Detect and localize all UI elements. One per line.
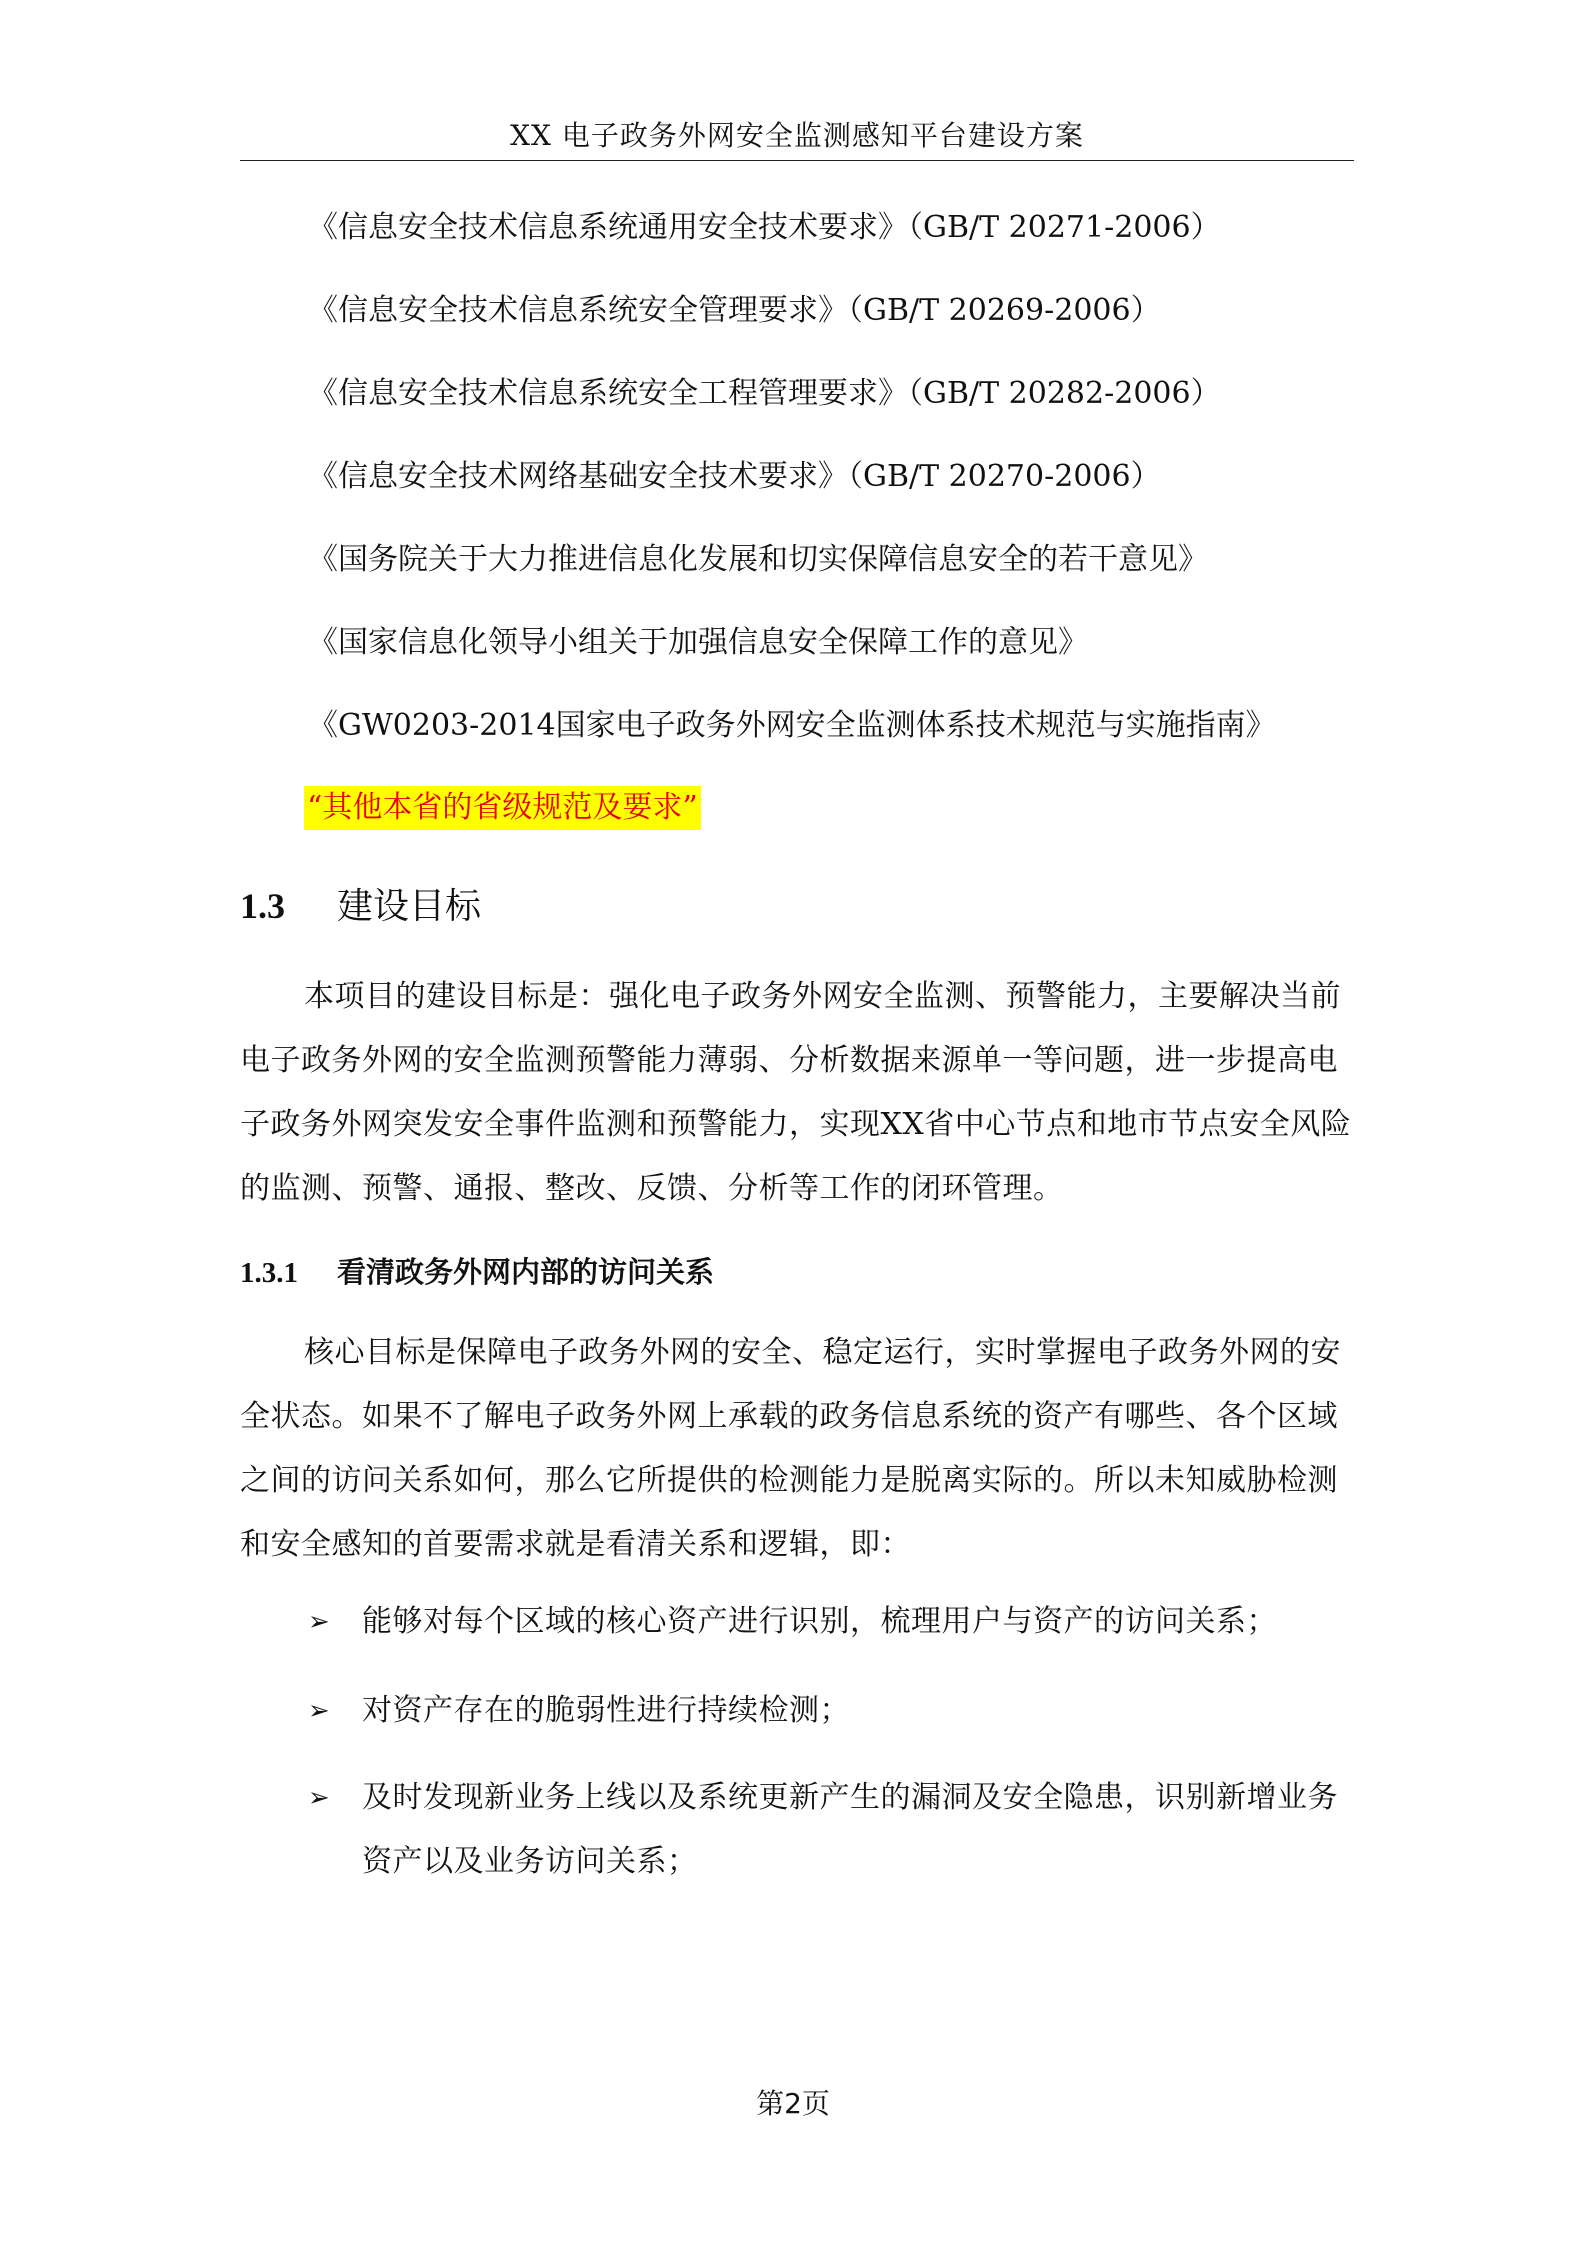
section-title: 建设目标	[337, 886, 482, 927]
highlighted-note: “其他本省的省级规范及要求”	[304, 786, 701, 830]
list-item	[300, 1766, 1360, 1894]
section-heading	[240, 878, 481, 934]
list-item	[300, 1590, 1360, 1654]
arrow-bullet-icon: ➢	[308, 1696, 330, 1726]
header-divider	[240, 160, 1354, 161]
reference-line: 《信息安全技术信息系统通用安全技术要求》（GB/T 20271-2006）	[308, 210, 1221, 245]
arrow-bullet-icon: ➢	[308, 1783, 330, 1813]
section-number: 1.3	[240, 886, 285, 926]
reference-line: 《国家信息化领导小组关于加强信息安全保障工作的意见》	[308, 625, 1088, 660]
reference-line: 《国务院关于大力推进信息化发展和切实保障信息安全的若干意见》	[308, 542, 1208, 577]
subsection-paragraph: 核心目标是保障电子政务外网的安全、稳定运行，实时掌握电子政务外网的安全状态。如果不了解电子政务外网上承载的政务信息系统的资产有哪些、各个区域之间的访问关系如何，那么它所提供的检测能力是脱离实际的。所以未知威胁检测和安全感知的首要需求就是看清关系和逻辑，即：	[240, 1335, 1341, 1562]
list-item	[300, 1679, 1360, 1743]
page-number: 第2页	[756, 2087, 830, 2120]
subsection-title: 看清政务外网内部的访问关系	[337, 1255, 715, 1289]
page-header-title: XX 电子政务外网安全监测感知平台建设方案	[510, 119, 1084, 152]
subsection-heading	[240, 1250, 714, 1294]
reference-line: 《信息安全技术信息系统安全工程管理要求》（GB/T 20282-2006）	[308, 376, 1221, 411]
section-paragraph: 本项目的建设目标是：强化电子政务外网安全监测、预警能力，主要解决当前电子政务外网的安全监测预警能力薄弱、分析数据来源单一等问题，进一步提高电子政务外网突发安全事件监测和预警能力，实现XX省中心节点和地市节点安全风险的监测、预警、通报、整改、反馈、分析等工作的闭环管理。	[240, 979, 1352, 1206]
subsection-number: 1.3.1	[240, 1257, 298, 1289]
list-item-text: 及时发现新业务上线以及系统更新产生的漏洞及安全隐患，识别新增业务资产以及业务访问关系；	[362, 1780, 1338, 1879]
reference-line: 《信息安全技术信息系统安全管理要求》（GB/T 20269-2006）	[308, 293, 1161, 328]
list-item-text: 能够对每个区域的核心资产进行识别，梳理用户与资产的访问关系；	[362, 1604, 1277, 1639]
reference-line: 《信息安全技术网络基础安全技术要求》（GB/T 20270-2006）	[308, 459, 1161, 494]
reference-line: 《GW0203-2014国家电子政务外网安全监测体系技术规范与实施指南》	[308, 708, 1276, 743]
list-item-text: 对资产存在的脆弱性进行持续检测；	[362, 1693, 850, 1728]
arrow-bullet-icon: ➢	[308, 1607, 330, 1637]
